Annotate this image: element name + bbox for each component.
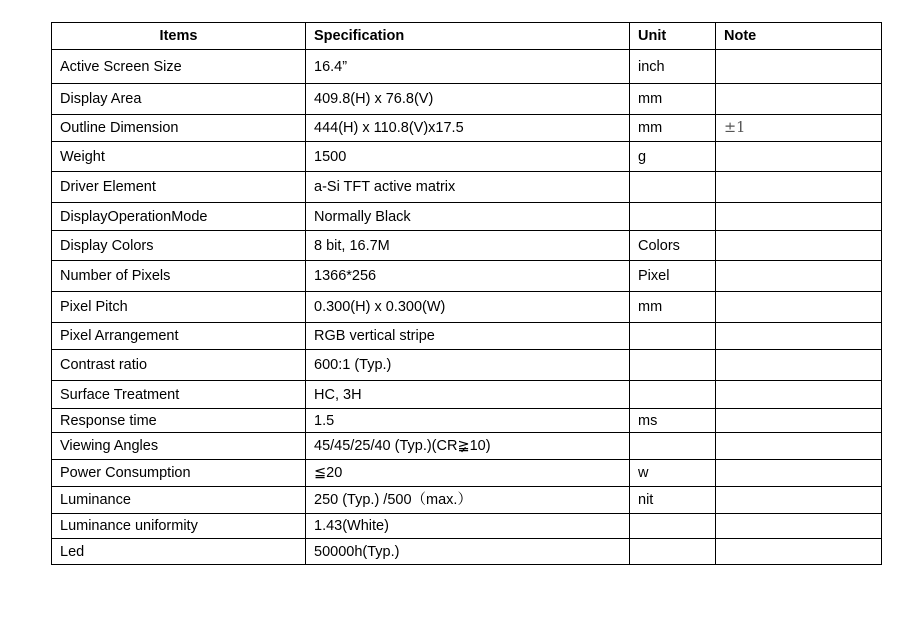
item-cell: Number of Pixels [52,261,306,292]
unit-cell: Colors [630,231,716,261]
note-cell [716,50,882,84]
specification-cell: 1.5 [306,409,630,433]
table-row [52,460,882,487]
note-cell [716,172,882,203]
specification-cell: 600:1 (Typ.) [306,350,630,381]
unit-cell: mm [630,115,716,142]
note-cell [716,203,882,231]
unit-cell [630,539,716,565]
note-cell [716,460,882,487]
unit-cell: mm [630,292,716,323]
header-unit: Unit [630,23,716,50]
item-cell: Pixel Arrangement [52,323,306,350]
table-row [52,433,882,460]
item-cell: Response time [52,409,306,433]
table-row [52,514,882,539]
note-cell [716,381,882,409]
item-cell: Display Area [52,84,306,115]
unit-cell [630,203,716,231]
note-cell [716,84,882,115]
note-cell [716,261,882,292]
unit-cell: w [630,460,716,487]
unit-cell [630,381,716,409]
unit-cell: ms [630,409,716,433]
specification-cell: 45/45/25/40 (Typ.)(CR≩10) [306,433,630,460]
unit-cell: inch [630,50,716,84]
table-row [52,172,882,203]
table-row [52,323,882,350]
specification-cell: 1366*256 [306,261,630,292]
table-row [52,539,882,565]
specification-cell: 0.300(H) x 0.300(W) [306,292,630,323]
table-row [52,409,882,433]
note-cell [716,514,882,539]
item-cell: Surface Treatment [52,381,306,409]
item-cell: Viewing Angles [52,433,306,460]
table-row [52,203,882,231]
specification-cell: 1500 [306,142,630,172]
header-note: Note [716,23,882,50]
item-cell: Display Colors [52,231,306,261]
specification-cell: 1.43(White) [306,514,630,539]
table-row [52,115,882,142]
specification-cell: a-Si TFT active matrix [306,172,630,203]
item-cell: Luminance [52,487,306,514]
note-cell [716,487,882,514]
specification-cell: ≦20 [306,460,630,487]
table-row [52,50,882,84]
note-cell [716,292,882,323]
table-row [52,487,882,514]
specification-cell: 50000h(Typ.) [306,539,630,565]
item-cell: Pixel Pitch [52,292,306,323]
table-header-row [52,23,882,50]
unit-cell: nit [630,487,716,514]
item-cell: Weight [52,142,306,172]
table-row [52,292,882,323]
table-row [52,231,882,261]
table-row [52,261,882,292]
item-cell: Contrast ratio [52,350,306,381]
unit-cell [630,323,716,350]
item-cell: Power Consumption [52,460,306,487]
item-cell: Led [52,539,306,565]
item-cell: Outline Dimension [52,115,306,142]
specification-cell: 444(H) x 110.8(V)x17.5 [306,115,630,142]
table-row [52,381,882,409]
note-cell [716,142,882,172]
specification-cell: 409.8(H) x 76.8(V) [306,84,630,115]
specification-cell: 16.4” [306,50,630,84]
item-cell: DisplayOperationMode [52,203,306,231]
note-cell [716,409,882,433]
unit-cell: Pixel [630,261,716,292]
unit-cell: g [630,142,716,172]
note-cell [716,539,882,565]
specification-cell: 8 bit, 16.7M [306,231,630,261]
table-row [52,350,882,381]
table-row [52,84,882,115]
unit-cell [630,514,716,539]
header-items: Items [52,23,306,50]
item-cell: Driver Element [52,172,306,203]
note-cell [716,350,882,381]
specification-cell: 250 (Typ.) /500（max.） [306,487,630,514]
note-cell: ±1 [716,115,882,142]
note-cell [716,231,882,261]
specification-cell: Normally Black [306,203,630,231]
unit-cell [630,172,716,203]
unit-cell [630,433,716,460]
specification-cell: HC, 3H [306,381,630,409]
table-body [52,50,882,565]
table-row [52,142,882,172]
note-cell [716,433,882,460]
note-cell [716,323,882,350]
unit-cell [630,350,716,381]
specification-cell: RGB vertical stripe [306,323,630,350]
item-cell: Luminance uniformity [52,514,306,539]
header-specification: Specification [306,23,630,50]
specification-table [51,22,882,565]
unit-cell: mm [630,84,716,115]
item-cell: Active Screen Size [52,50,306,84]
